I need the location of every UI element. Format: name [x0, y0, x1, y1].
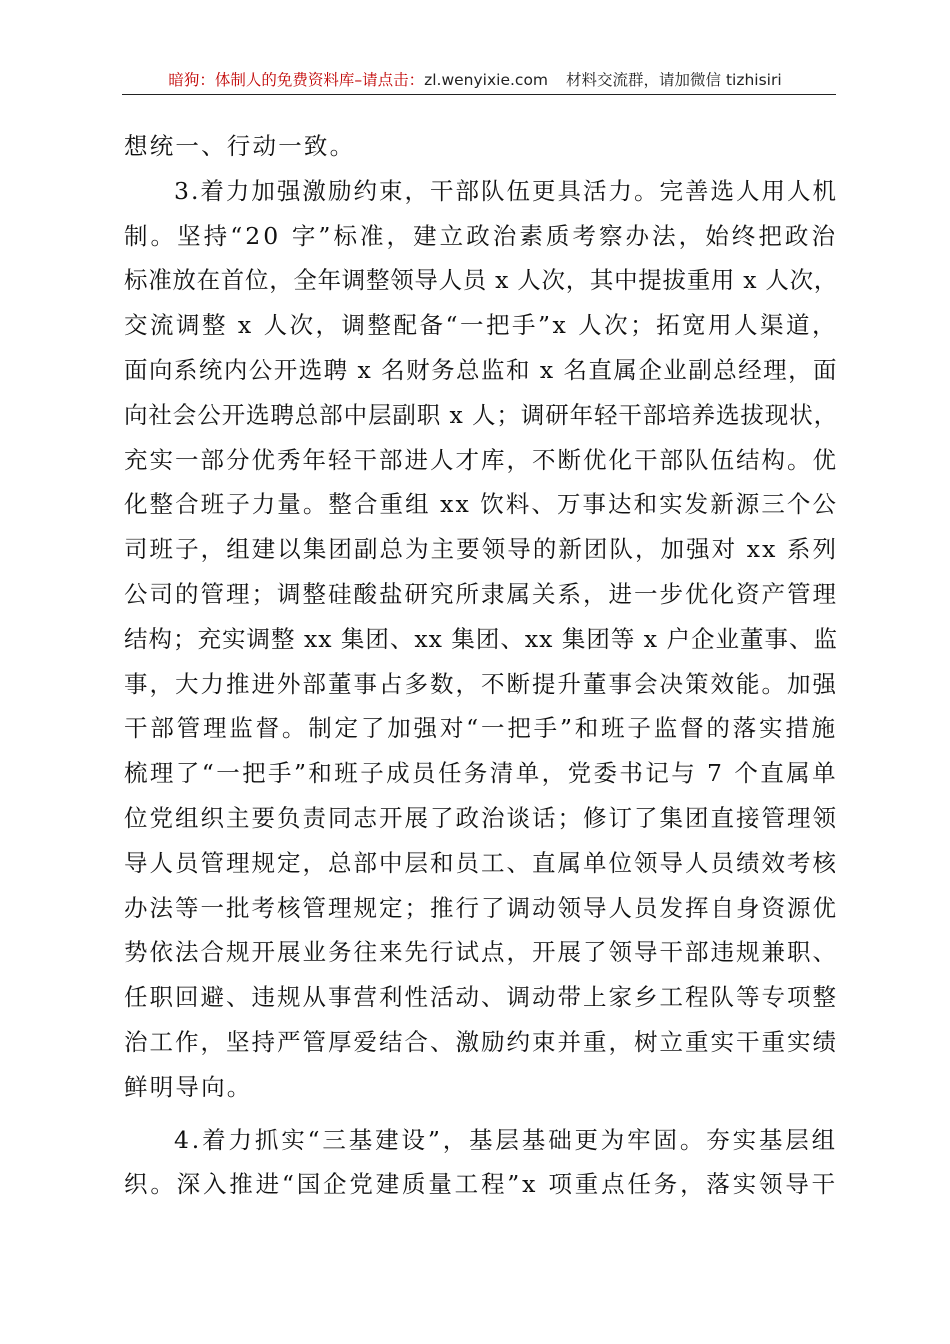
text-line: 导人员管理规定，总部中层和员工、直属单位领导人员绩效考核 — [124, 848, 838, 877]
text-line: 充实一部分优秀年轻干部进人才库，不断优化干部队伍结构。优 — [124, 445, 838, 474]
text-line: 3.着力加强激励约束，干部队伍更具活力。完善选人用人机 — [174, 176, 838, 205]
paragraph-gap — [124, 1110, 838, 1118]
text-line: 向社会公开选聘总部中层副职 x 人；调研年轻干部培养选拔现状， — [124, 400, 838, 429]
text-line: 交流调整 x 人次，调整配备“一把手”x 人次；拓宽用人渠道， — [124, 311, 838, 340]
header-link-url[interactable]: zl.wenyixie.com — [424, 71, 549, 89]
header-divider — [122, 94, 836, 95]
document-body — [124, 124, 838, 1207]
text-line: 面向系统内公开选聘 x 名财务总监和 x 名直属企业副总经理，面 — [124, 355, 838, 384]
page-header — [0, 68, 950, 92]
text-line: 梳理了“一把手”和班子成员任务清单，党委书记与 7 个直属单 — [124, 759, 838, 788]
text-line: 鲜明导向。 — [124, 1072, 253, 1101]
text-line: 位党组织主要负责同志开展了政治谈话；修订了集团直接管理领 — [124, 803, 838, 832]
text-line: 干部管理监督。制定了加强对“一把手”和班子监督的落实措施 — [124, 714, 838, 743]
text-line: 化整合班子力量。整合重组 xx 饮料、万事达和实发新源三个公 — [124, 490, 838, 519]
text-line: 司班子，组建以集团副总为主要领导的新团队，加强对 xx 系列 — [124, 535, 838, 564]
text-line: 结构；充实调整 xx 集团、xx 集团、xx 集团等 x 户企业董事、监 — [124, 624, 838, 653]
text-line: 治工作，坚持严管厚爱结合、激励约束并重，树立重实干重实绩 — [124, 1027, 838, 1056]
text-line: 4.着力抓实“三基建设”，基层基础更为牢固。夯实基层组 — [174, 1125, 838, 1154]
text-line: 任职回避、违规从事营利性活动、调动带上家乡工程队等专项整 — [124, 983, 838, 1012]
text-line: 势依法合规开展业务往来先行试点，开展了领导干部违规兼职、 — [124, 938, 838, 967]
header-link-prefix: –请点击： — [354, 71, 425, 89]
header-brand: 暗狗：体制人的免费资料库 — [168, 71, 355, 89]
header-wechat: 材料交流群，请加微信 tizhisiri — [566, 71, 782, 89]
text-line: 织。深入推进“国企党建质量工程”x 项重点任务，落实领导干 — [124, 1170, 838, 1199]
text-line: 事，大力推进外部董事占多数，不断提升董事会决策效能。加强 — [124, 669, 838, 698]
text-line: 标准放在首位，全年调整领导人员 x 人次，其中提拔重用 x 人次， — [124, 266, 838, 295]
text-line: 办法等一批考核管理规定；推行了调动领导人员发挥自身资源优 — [124, 893, 838, 922]
text-line: 想统一、行动一致。 — [124, 132, 356, 160]
text-line: 制。坚持“20 字”标准，建立政治素质考察办法，始终把政治 — [124, 221, 838, 250]
text-line: 公司的管理；调整硅酸盐研究所隶属关系，进一步优化资产管理 — [124, 579, 838, 608]
